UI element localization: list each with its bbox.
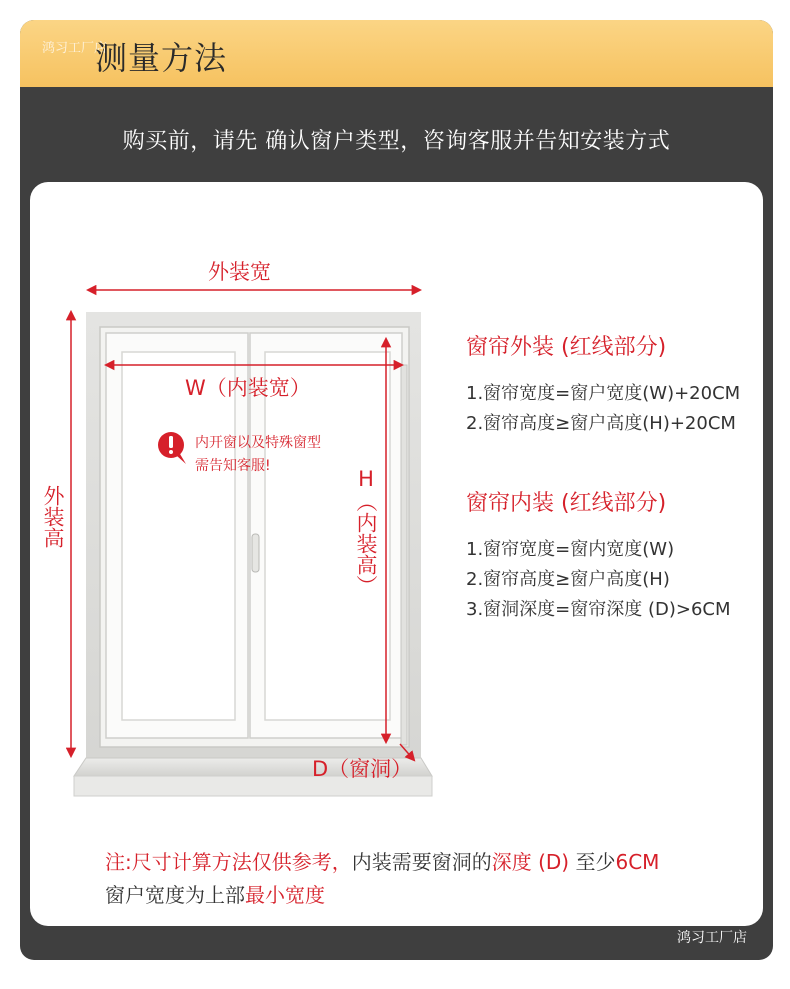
inner-mount-line: 3.窗洞深度=窗帘深度 (D)>6CM: [466, 599, 731, 620]
note-depth: 深度 (D): [491, 850, 570, 874]
page-title: 测量方法: [95, 39, 228, 77]
warning-line-1: 内开窗以及特殊窗型: [195, 435, 321, 451]
inner-height-label: H（内装高）: [354, 467, 378, 596]
inner-mount-title: 窗帘内装 (红线部分): [466, 491, 667, 516]
note-min-depth: 6CM: [615, 850, 660, 874]
outer-mount-title: 窗帘外装 (红线部分): [466, 335, 667, 360]
header-bar: [20, 20, 773, 87]
watermark-text: 鸿习工厂店: [42, 41, 108, 56]
note-prefix: 注:尺寸计算方法仅供参考，: [105, 850, 352, 874]
outer-mount-section: [466, 330, 740, 439]
inner-mount-line: 1.窗帘宽度=窗内宽度(W): [466, 539, 675, 560]
window-handle: [252, 534, 259, 572]
hinge-strip: [401, 365, 407, 745]
outer-mount-line: 1.窗帘宽度=窗户宽度(W)+20CM: [466, 383, 741, 404]
depth-label: D（窗洞）: [312, 757, 413, 781]
note-text: 内装需要窗洞的: [351, 850, 492, 874]
note-line-1: [105, 846, 659, 875]
main-card: [20, 20, 773, 960]
instruction-subtitle: 购买前，请先 确认窗户类型，咨询客服并告知安装方式: [122, 129, 671, 154]
note-min-width: 最小宽度: [245, 883, 325, 907]
warning-line-2: 需告知客服!: [195, 458, 271, 474]
note-text: 至少: [569, 850, 616, 874]
outer-height-label: 外装高: [41, 485, 65, 548]
note-text: 窗户宽度为上部: [105, 883, 245, 907]
left-glass: [122, 352, 235, 720]
outer-mount-line: 2.窗帘高度≥窗户高度(H)+20CM: [466, 413, 736, 434]
outer-width-label: 外装宽: [208, 260, 271, 284]
shop-name: 鸿习工厂店: [677, 930, 747, 946]
inner-mount-section: [466, 486, 731, 625]
inner-width-label: W（内装宽）: [185, 376, 311, 400]
note-line-2: [105, 879, 325, 908]
inner-mount-line: 2.窗帘高度≥窗户高度(H): [466, 569, 670, 590]
content-panel: [30, 182, 763, 926]
warning-note: [195, 432, 321, 478]
